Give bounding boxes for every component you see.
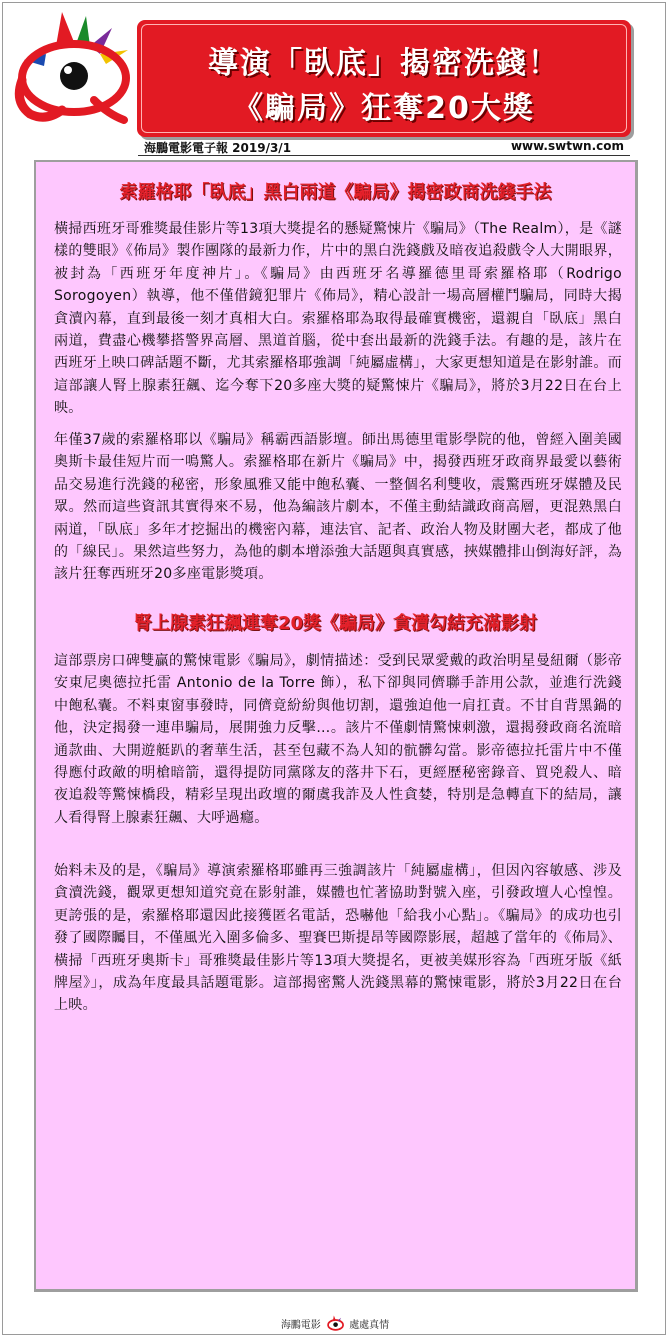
title-banner (137, 20, 631, 137)
publisher-date: 海鵬電影電子報 2019/3/1 (144, 141, 292, 155)
paragraph-4: 始料未及的是，《騙局》導演索羅格耶雖再三強調該片「純屬虛構」，但因內容敏感、涉及貪瀆洗錢，觀眾更想知道究竟在影射誰，媒體也忙著協助對號入座，引發政壇人心惶惶。更誇張的是，索羅格耶還因此接獲匿名電話，恐嚇他「給我小心點」。《騙局》的成功也引發了國際矚目，不僅風光入圍多倫多、聖賽巴斯提昂等國際影展，超越了當年的《佈局》、橫掃「西班牙奧斯卡」哥雅獎最佳影片等13項大獎提名，更被美媒形容為「西班牙版《紙牌屋》」，成為年度最具話題電影。這部揭密驚人洗錢黑幕的驚悚電影，將於3月22日在台上映。 (54, 863, 622, 1014)
headline-line-2: 《騙局》狂奪20大獎 (233, 91, 535, 126)
paragraph-2: 年僅37歲的索羅格耶以《騙局》稱霸西語影壇。師出馬德里電影學院的他，曾經入圍美國奧斯卡最佳短片而一鳴驚人。索羅格耶在新片《騙局》中，揭發西班牙政商界最愛以藝術品交易進行洗錢的秘密，形象風雅又能中飽私囊、一整個名利雙收，震驚西班牙媒體及民眾。然而這些資訊其實得來不易，他為編該片劇本，不僅主動結識政商高層，更混熟黑白兩道，「臥底」多年才挖掘出的機密內幕，連法官、記者、政治人物及財團大老，都成了他的「線民」。果然這些努力，為他的劇本增添強大話題與真實感，挾媒體排山倒海好評，為該片狂奪西班牙20多座電影獎項。 (54, 432, 622, 583)
paragraph-1: 橫掃西班牙哥雅獎最佳影片等13項大獎提名的懸疑驚悚片《騙局》（The Realm），是《謎樣的雙眼》《佈局》製作團隊的最新力作，片中的黑白洗錢戲及暗夜追殺戲令人大開眼界，被封為「西班牙年度神片」。《騙局》由西班牙名導羅德里哥索羅格耶（Rodrigo Sorogoyen）執導，他不僅借鏡犯罪片《佈局》，精心設計一場高層權鬥騙局，同時大揭貪瀆內幕，直到最後一刻才真相大白。索羅格耶為取得最確實機密，還親自「臥底」黑白兩道，費盡心機攀搭警界高層、黑道首腦，從中套出最新的洗錢手法。有趣的是，該片在西班牙上映口碑話題不斷，尤其索羅格耶強調「純屬虛構」，大家更想知道是在影射誰。而這部讓人腎上腺素狂飆、迄今奪下20多座大獎的疑驚悚片《騙局》，將於3月22日在台上映。 (54, 221, 622, 417)
footer-left-text: 海鵬電影 (280, 1319, 321, 1331)
article-body (34, 160, 638, 1292)
haipeng-logo (4, 2, 136, 127)
website-url: www.swtwn.com (510, 139, 624, 153)
subtitle-2: 腎上腺素狂飆連奪20獎《騙局》貪瀆勾結充滿影射 (133, 613, 538, 634)
subtitle-1: 索羅格耶「臥底」黑白兩道《騙局》揭密政商洗錢手法 (119, 182, 552, 203)
paragraph-3: 這部票房口碑雙贏的驚悚電影《騙局》，劇情描述：受到民眾愛戴的政治明星曼紐爾（影帝 安東尼奧德拉托雷 Antonio de la Torre 飾），私下卻與同儕聯手詐用公款，並進行洗錢中飽私囊。不料東窗事發時，同儕竟紛紛與他切割，還強迫他一肩扛責。不甘自背黑鍋的他，決定揭發一連串騙局，展開強力反擊…。該片不僅劇情驚悚刺激，還揭發政商名流暗通款曲、大開遊艇趴的奢華生活，甚至包藏不為人知的骯髒勾當。影帝德拉托雷片中不僅得應付政敵的明槍暗箭，還得提防同黨隊友的落井下石，更經歷秘密錄音、買兇殺人、暗夜追殺等驚悚橋段，精彩呈現出政壇的爾虞我詐及人性貪婪，特別是急轉直下的結局，讓人看得腎上腺素狂飆、大呼過癮。 (54, 653, 622, 826)
headline-line-1: 導演「臥底」揭密洗錢！ (208, 46, 560, 81)
header-divider (138, 155, 630, 156)
footer-right-text: 處處真情 (349, 1319, 390, 1331)
footer (0, 1314, 670, 1332)
footer-logo-icon (324, 1314, 346, 1332)
